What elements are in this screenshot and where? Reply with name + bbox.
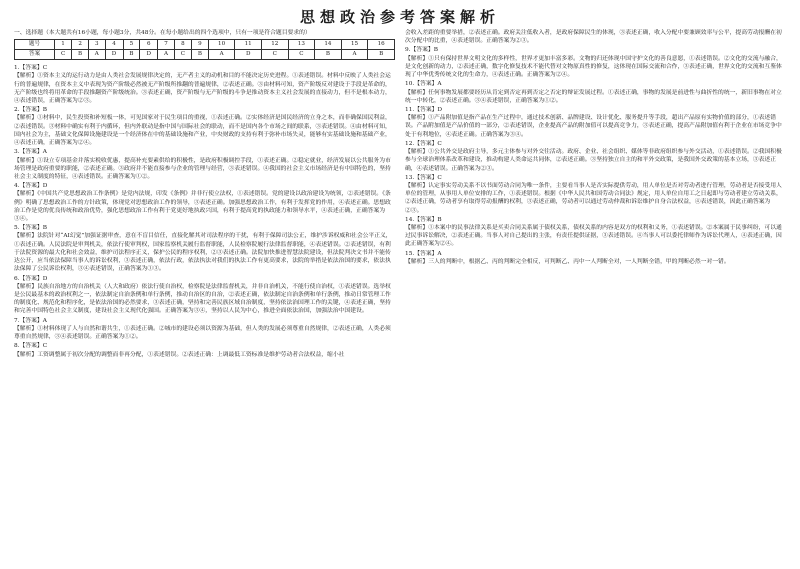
doc-title: 思想政治参考答案解析 bbox=[299, 8, 500, 26]
answer-item bbox=[405, 250, 786, 266]
answer-label: 7.【答案】A bbox=[14, 317, 47, 324]
answer-item bbox=[405, 46, 786, 79]
q-number: 9 bbox=[192, 40, 209, 50]
answer-item bbox=[14, 317, 395, 342]
explanation-text: 【解析】①设立专项基金并落实税收优惠，提高补充要素供给的积极性，是政府积极调控手段，①表述正确。②稳定就业，经济发展以公共服务为市场管理是政府重要的职能，②表述正确。③政府并不能直接参与企业的管理与经营，③表述错误。④我国的社会主义市场经济是有中国特色的，坚持社会主义制度的特征，④表述错误。正确答案为①②。 bbox=[14, 157, 391, 180]
q-number: 13 bbox=[288, 40, 315, 50]
answer-label: 3.【答案】A bbox=[14, 149, 47, 156]
q-number: 8 bbox=[174, 40, 191, 50]
answer-label: 8.【答案】C bbox=[14, 343, 48, 350]
explanation-text: 【解析】①资本主义的运行动力是由人类社会发展规律决定的，无产者主义的动机和目的不能决定历史进程。①表述错误。材料中反映了人类社会运行的普遍规律，在资本主义中表现为资产阶级必然被无产阶级所推翻的普遍规律，②表述正确。③由材料可知，资产阶级反对建设于手段是革命的，无产阶级也终将用革命的手段推翻资产阶级统治。③表述正确，资产阶级与无产阶级的斗争是推动资本主义社会发展的直接动力，但不是根本动力，④表述错误，正确答案为②③。 bbox=[14, 73, 391, 104]
answer-item bbox=[14, 275, 395, 316]
answer-label: 1.【答案】C bbox=[14, 65, 48, 72]
q-number: 15 bbox=[341, 40, 368, 50]
explanation-text: 【解析】《中国共产党思想政治工作条例》是党内法规，印发《条例》并非行使立法权，①表述错误。党的建设以政治建设为统领，②表述错误。《条例》明确了思想政治工作的方针政策，体现党对思想政治工作的领导，③表述正确。加强思想政治工作，有利于发挥党的作用，④表述正确。思想政治工作是党的优良传统和政治优势，强化思想政治工作有利于党更好地执政兴国，有利于提高党的执政能力和领导水平，④表述正确，正确答案为③④。 bbox=[14, 191, 391, 223]
q-number: 6 bbox=[140, 40, 158, 50]
explanation-text: 【解析】三人的判断中，根据乙、丙的判断完全相反，可判断乙、丙中一人判断全对，一人判断全错，甲的判断必然一对一错。 bbox=[405, 258, 730, 265]
answer-item bbox=[405, 106, 786, 139]
explanation-text: 【解析】①产品附加值是指产品在生产过程中，通过技术创新、品牌建设、设计优化、服务提升等手段，超出产品原有实物价值的部分，①表述错误。产品附加值是产品价值的一部分，②表述错误，企业提高产品的附加值可以提高竞争力，③表述正确，提高产品附加值有利于企业在市场竞争中处于有利地位，④表述正确。正确答案为③④。 bbox=[405, 115, 782, 138]
answer-letter: B bbox=[72, 50, 89, 60]
explanation-text: 【解析】认定事实劳动关系不以书面劳动合同为唯一条件，主要看当事人是否实际提供劳动，用人单位是否对劳动者进行管理，劳动者是否接受用人单位的管理，从事用人单位安排的工作，①表述错误。根据《中华人民共和国劳动合同法》规定，用人单位自用工之日起即与劳动者建立劳动关系，②表述正确，劳动者享有取得劳动报酬的权利，③表述正确，劳动者可以通过劳动仲裁和诉讼维护自身合法权益，④表述错误，因此正确答案为②③。 bbox=[405, 182, 782, 214]
answer-label: 9.【答案】B bbox=[405, 47, 438, 54]
answer-letter: A bbox=[158, 50, 175, 60]
answer-item bbox=[14, 64, 395, 105]
q-number: 1 bbox=[54, 40, 71, 50]
answer-letter: B bbox=[368, 50, 395, 60]
answer-label: 4.【答案】D bbox=[14, 183, 48, 190]
answer-item bbox=[405, 174, 786, 215]
answer-item bbox=[405, 216, 786, 249]
answer-label: 12.【答案】C bbox=[405, 140, 442, 147]
answer-table-answer-row bbox=[15, 50, 395, 60]
answer-label: 5.【答案】B bbox=[14, 225, 47, 232]
answer-letter: A bbox=[208, 50, 235, 60]
explanation-text: 【解析】①材料体现了人与自然和谐共生，①表述正确。②城市的建设必须以资源为基础，但人类的发展必须尊重自然规律，②表述正确，人类必须尊重自然规律，③④表述错误。正确答案为①②。 bbox=[14, 325, 391, 341]
explanation-text: 【解析】工资调整属于初次分配的调整而非再分配，①表述错误。②表述正确：上调最低工资标准是维护劳动者合法权益，缩小社 bbox=[14, 351, 345, 358]
explanation-text: 【解析】①只有保持世界文明文化的多样性，世界才更加丰富多彩。文物的归还体现中国守护文化的善良意愿，①表述错误。②文化的交流与融合，是文化创新的动力，②表述正确，数字化修复技术不能代替对文物原真性的修复，这体现在国际交流和合作，③表述正确，世界文化的交流和互鉴体现了中华优秀传统文化的生命力，④表述正确。正确答案为②④。 bbox=[405, 55, 782, 79]
answer-letter: D bbox=[235, 50, 262, 60]
answer-letter: A bbox=[88, 50, 105, 60]
answer-letter: C bbox=[174, 50, 191, 60]
answer-item bbox=[14, 342, 395, 358]
answer-item bbox=[14, 106, 395, 147]
answer-label: 2.【答案】B bbox=[14, 107, 47, 114]
q-number: 11 bbox=[235, 40, 262, 50]
answer-letter: B bbox=[192, 50, 209, 60]
answer-table-number-row bbox=[15, 40, 395, 50]
explanation-text: 【解析】任何事物发展都要经历从肯定到否定再到否定之否定的辩证发展过程。①表述正确，事物的发展是前进性与曲折性的统一，新旧事物在对立统一中转化，②表述正确。③④表述错误，正确答案为①②。 bbox=[405, 89, 782, 104]
q-number: 5 bbox=[123, 40, 140, 50]
answer-letter: B bbox=[315, 50, 342, 60]
q-number: 14 bbox=[315, 40, 342, 50]
answer-label: 11.【答案】D bbox=[405, 106, 443, 113]
answer-letter: D bbox=[140, 50, 158, 60]
answer-item bbox=[14, 148, 395, 181]
answer-letter: C bbox=[288, 50, 315, 60]
section-intro: 一、选择题（本大题共有16小题，每小题3分，共48分。在每小题给出的四个选项中，只有一项是符合题目要求的） bbox=[14, 30, 311, 36]
explanation-text: 会收入差距的重要举措，②表述正确。政府关注低收入者，是政府保障民生的体现，③表述正确，收入分配中要兼顾效率与公平，提高劳动报酬在初次分配中的比重，④表述错误。正确答案为②③。 bbox=[405, 30, 782, 45]
answer-letter: C bbox=[261, 50, 288, 60]
explanation-text: 【解析】民族自治地方的自治机关（人大和政府）依法行使自治权，检察院是法律监督机关，并非自治机关，不能行使自治权，①表述错误。选举权是公民最基本的政治权利之一，依法制定自治条例和单行条例，推动自治区的自治，②表述正确，依法制定自治条例和单行条例，推动日常管理工作的制度化、规范化和程序化，是依法治国的必然要求，③表述正确，坚持和完善民族区域自治制度，坚持依法治国理工作的关键，④表述正确，坚持和完善中国特色社会主义制度，建设社会主义现代化强国。正确答案为③④，坚持以人民为中心，推进全面依法治国，加强法治中国建设。 bbox=[14, 283, 391, 315]
explanation-text: 【解析】①公共外交是政府主导，多元主体参与对外交往活动。政府、企业、社会组织、媒体等非政府组织参与外交活动，①表述错误。②我国积极参与全球治理体系改革和建设，推动构建人类命运共同体，②表述正确。③坚持独立自主的和平外交政策，是我国外交政策的基本立场，③表述正确，④表述错误。正确答案为②③。 bbox=[405, 149, 782, 172]
explanation-text: 【解析】①本案中的民事法律关系是买卖合同关系属于债权关系，债权关系的内容是双方的权利和义务，①表述错误。②本案属于民事纠纷，可以通过民事诉讼解决，②表述正确。当事人对自己提出的主张，有责任提供证据，③表述错误。④当事人可以委托律师作为诉讼代理人，④表述正确，因此正确答案为②④。 bbox=[405, 225, 782, 248]
two-column-body bbox=[14, 29, 786, 569]
right-column bbox=[405, 29, 786, 569]
answer-item bbox=[14, 182, 395, 223]
answer-item bbox=[405, 140, 786, 173]
left-column bbox=[14, 29, 395, 569]
answer-letter: C bbox=[54, 50, 71, 60]
row-label-answer: 答案 bbox=[15, 50, 55, 60]
answer-label: 14.【答案】B bbox=[405, 216, 442, 223]
answer-label: 10.【答案】A bbox=[405, 81, 442, 88]
explanation-text: 【解析】①材料中，民生投资和补短板一体，可见国家对于民生项目的重视，①表述正确。②实体经济是国民经济的立身之本，而非确保国民利益，②表述错误。③材料中确实有利于内循环，但内外联动是指中国与国际社会的联动，而不是国内各个市场之间的联系，③表述错误。④由材料可知，国内社会为主，基础文化保障设施建设是一个经济体在中的基础设施和产业，中央财政的支持有利于弥补市场失灵，能够有实基础设施和基础产业，④表述正确，正确答案为②④。 bbox=[14, 115, 391, 147]
q-number: 16 bbox=[368, 40, 395, 50]
row-label-question: 题号 bbox=[15, 40, 55, 50]
answer-item bbox=[405, 29, 786, 45]
answer-item bbox=[14, 224, 395, 273]
explanation-text: 【解析】法院针对“AI幻觉”加强证据审查，意在不盲目信任，直接化解其对司法程序的干扰，有利于保障司法公正，维护涉诉权威和社会公平正义，①表述正确。人民法院是审判机关，依法行使审判权，国家监察机关履行监督职能，人民检察院履行法律监督职能，④表述错误。②表述错误，有利于法院资源的最大化和社会效益，维护司法程序正义，保护公民的程序权利，②③表述正确。法院加快推进智慧法院建设，但法院判决文书并不能传达公开，应当依法保障当事人的诉讼权利，③表述正确，依法行政，依法执法对我们的执法工作有更高要求，法院的举措是依法治国的要求，依法执法保障了公民诉讼权利，③④表述错误，正确答案为①③。 bbox=[14, 233, 392, 273]
q-number: 3 bbox=[88, 40, 105, 50]
answer-letter: D bbox=[105, 50, 123, 60]
q-number: 12 bbox=[261, 40, 288, 50]
answer-label: 13.【答案】C bbox=[405, 174, 442, 181]
answer-letter: B bbox=[123, 50, 140, 60]
q-number: 7 bbox=[158, 40, 175, 50]
answer-label: 6.【答案】D bbox=[14, 275, 48, 282]
q-number: 10 bbox=[208, 40, 235, 50]
answer-table bbox=[14, 39, 395, 60]
answer-letter: A bbox=[341, 50, 368, 60]
answer-item bbox=[405, 80, 786, 105]
q-number: 2 bbox=[72, 40, 89, 50]
q-number: 4 bbox=[105, 40, 123, 50]
answer-label: 15.【答案】A bbox=[405, 250, 442, 257]
